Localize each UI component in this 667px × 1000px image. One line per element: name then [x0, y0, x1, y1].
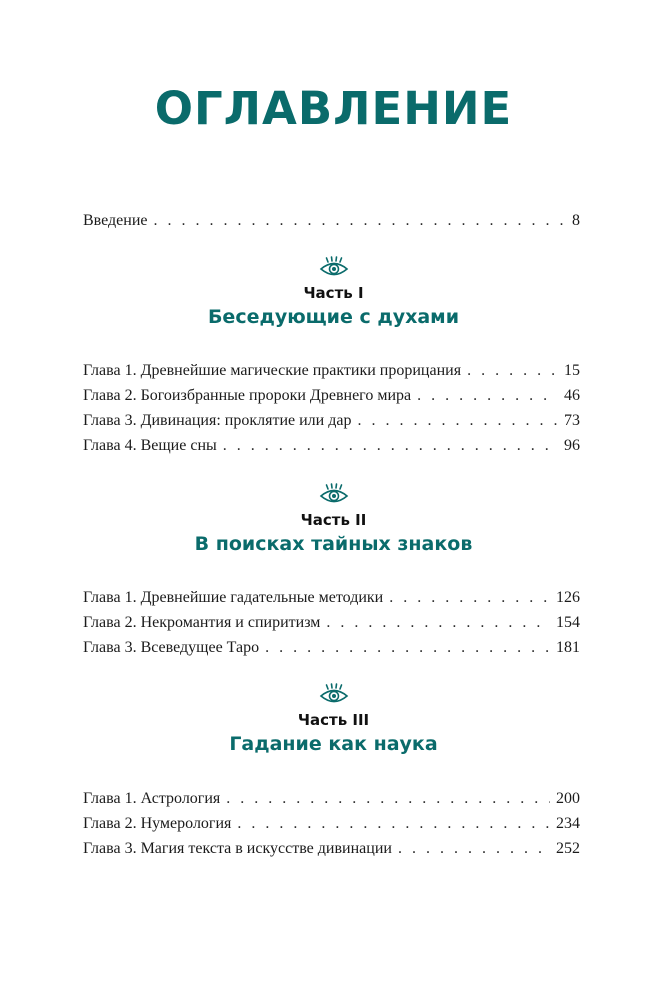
part-number: Часть II — [300, 511, 367, 529]
toc-entry[interactable] — [83, 408, 580, 433]
toc-entry[interactable] — [83, 786, 580, 811]
part-2-header — [0, 483, 667, 555]
toc-entry-page: 252 — [556, 840, 580, 857]
toc-entry-label: Глава 3. Дивинация: проклятие или дар — [83, 412, 352, 429]
toc-entry[interactable] — [83, 836, 580, 861]
toc-entry-label: Глава 2. Богоизбранные пророки Древнего мира — [83, 387, 412, 404]
part-number: Часть I — [303, 284, 364, 302]
toc-entry-label: Глава 4. Вещие сны — [83, 437, 217, 454]
part-title: Беседующие с духами — [207, 306, 460, 328]
part-2-chapters — [83, 585, 580, 660]
toc-entry-page: 15 — [564, 362, 580, 379]
part-title: Гадание как наука — [229, 733, 438, 755]
toc-entry-page: 126 — [556, 589, 580, 606]
toc-entry-page: 96 — [564, 437, 580, 454]
part-3-chapters — [83, 786, 580, 861]
toc-entry[interactable] — [83, 383, 580, 408]
eye-icon — [319, 256, 349, 278]
page-title: ОГЛАВЛЕНИЕ — [154, 82, 513, 135]
part-title: В поисках тайных знаков — [194, 533, 473, 555]
toc-entry[interactable] — [83, 635, 580, 660]
leader-dots — [389, 585, 550, 610]
toc-entry-page: 73 — [564, 412, 580, 429]
toc-entry-page: 46 — [564, 387, 580, 404]
leader-dots — [357, 408, 558, 433]
leader-dots — [398, 836, 550, 861]
eye-icon — [319, 483, 349, 505]
toc-intro — [83, 208, 580, 233]
toc-entry-label: Глава 1. Астрология — [83, 790, 221, 807]
leader-dots — [265, 635, 550, 660]
toc-entry-page: 181 — [556, 639, 580, 656]
leader-dots — [326, 610, 550, 635]
toc-entry-label: Глава 1. Древнейшие гадательные методики — [83, 589, 384, 606]
leader-dots — [226, 786, 550, 811]
toc-entry-page: 200 — [556, 790, 580, 807]
toc-entry-label: Глава 2. Некромантия и спиритизм — [83, 614, 321, 631]
toc-entry-label: Глава 3. Всеведущее Таро — [83, 639, 260, 656]
leader-dots — [417, 383, 558, 408]
part-1-header — [0, 256, 667, 328]
toc-entry[interactable] — [83, 433, 580, 458]
eye-icon — [319, 683, 349, 705]
toc-entry-label: Глава 1. Древнейшие магические практики прорицания — [83, 362, 462, 379]
toc-entry-label: Введение — [83, 212, 148, 229]
leader-dots — [223, 433, 558, 458]
part-number: Часть III — [297, 711, 370, 729]
toc-entry-label: Глава 2. Нумерология — [83, 815, 232, 832]
toc-entry-label: Глава 3. Магия текста в искусстве дивинации — [83, 840, 392, 857]
toc-entry-page: 8 — [572, 212, 580, 229]
toc-entry[interactable] — [83, 610, 580, 635]
leader-dots — [154, 208, 567, 233]
toc-entry[interactable] — [83, 208, 580, 233]
toc-entry[interactable] — [83, 358, 580, 383]
toc-entry[interactable] — [83, 585, 580, 610]
leader-dots — [237, 811, 550, 836]
toc-entry-page: 234 — [556, 815, 580, 832]
toc-entry-page: 154 — [556, 614, 580, 631]
leader-dots — [467, 358, 558, 383]
part-3-header — [0, 683, 667, 755]
toc-entry[interactable] — [83, 811, 580, 836]
part-1-chapters — [83, 358, 580, 458]
